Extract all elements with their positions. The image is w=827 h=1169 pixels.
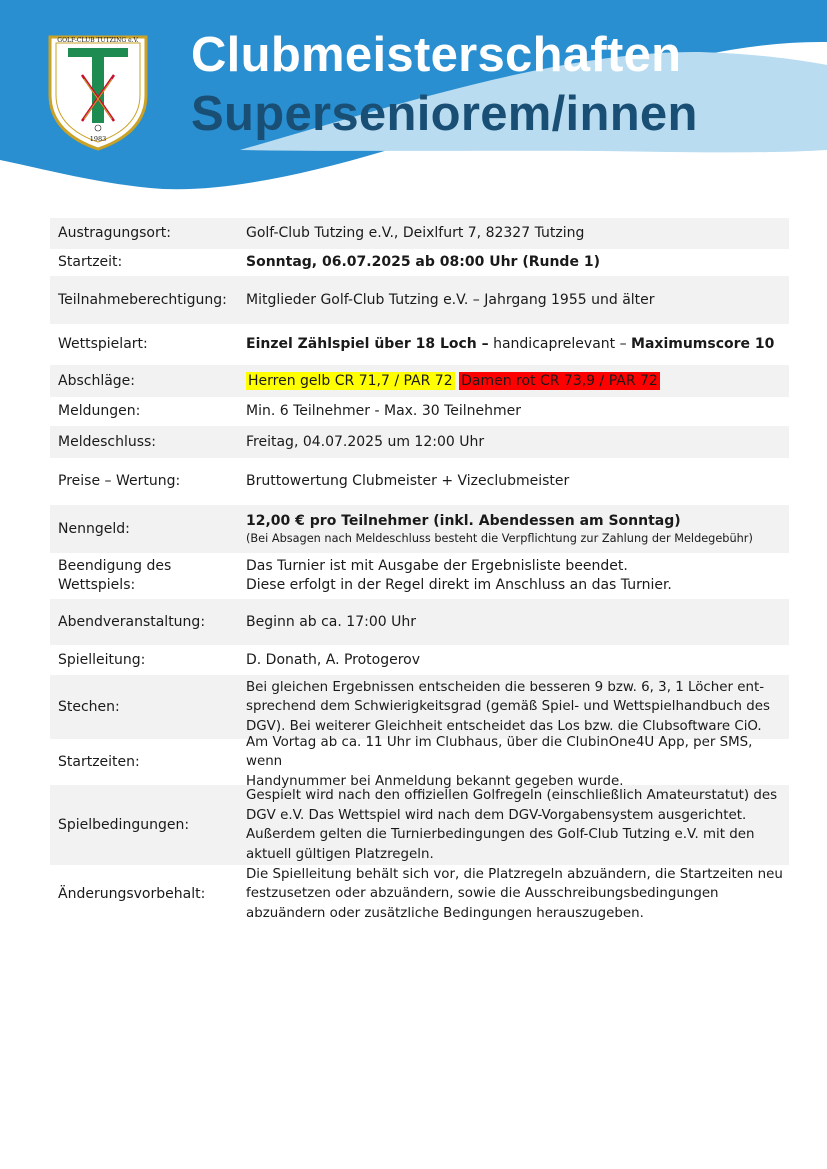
row-startzeit xyxy=(50,249,789,276)
row-label: Austragungsort: xyxy=(58,225,171,241)
row-label: Preise – Wertung: xyxy=(58,473,181,489)
row-value xyxy=(246,557,789,595)
row-nenngeld xyxy=(50,505,789,553)
row-label: Spielbedingungen: xyxy=(58,816,190,833)
row-spielleitung xyxy=(50,645,789,675)
row-value-line: festzusetzen oder abzuändern, sowie die Ausschreibungsbedingungen xyxy=(246,886,719,902)
wettspielart-format: Einzel Zählspiel über 18 Loch – xyxy=(246,336,489,352)
row-stechen xyxy=(50,675,789,739)
svg-text:GOLF-CLUB TUTZING e.V.: GOLF-CLUB TUTZING e.V. xyxy=(57,37,139,44)
row-value-line: DGV). Bei weiterer Gleichheit entscheidet das Los bzw. die Clubsoftware CiO. xyxy=(246,718,762,734)
row-value-line: DGV e.V. Das Wettspiel wird nach dem DGV-Vorgabensystem ausgerichtet. xyxy=(246,807,747,823)
row-label: Spielleitung: xyxy=(58,651,146,668)
title-line-1: Clubmeisterschaften xyxy=(191,28,682,82)
row-value: Freitag, 04.07.2025 um 12:00 Uhr xyxy=(246,433,485,450)
row-value: Bruttowertung Clubmeister + Vizeclubmeister xyxy=(246,473,570,489)
row-value-line: Die Spielleitung behält sich vor, die Platzregeln abzuändern, die Startzeiten neu xyxy=(246,866,783,882)
row-value xyxy=(246,512,789,546)
row-preise xyxy=(50,458,789,505)
row-value xyxy=(246,335,789,354)
row-value-line: Außerdem gelten die Turnierbedingungen des Golf-Club Tutzing e.V. mit den xyxy=(246,827,755,842)
row-label: Startzeit: xyxy=(58,254,123,270)
row-teilnahme xyxy=(50,276,789,324)
row-value-line: Bei gleichen Ergebnissen entscheiden die besseren 9 bzw. 6, 3, 1 Löcher ent- xyxy=(246,679,765,695)
row-label xyxy=(50,557,246,595)
row-value: D. Donath, A. Protogerov xyxy=(246,651,421,668)
row-value-line: Das Turnier ist mit Ausgabe der Ergebnisliste beendet. xyxy=(246,558,628,574)
row-value-line: sprechend dem Schwierigkeitsgrad (gemäß Spiel- und Wettspielhandbuch des xyxy=(246,699,770,715)
row-value-line: Diese erfolgt in der Regel direkt im Anschluss an das Turnier. xyxy=(246,577,672,593)
row-label: Meldeschluss: xyxy=(58,433,157,450)
row-startzeiten xyxy=(50,734,789,789)
row-value xyxy=(246,678,789,737)
row-label: Nenngeld: xyxy=(58,520,130,537)
row-aenderungsvorbehalt xyxy=(50,865,789,923)
header xyxy=(0,0,827,200)
row-abendveranstaltung xyxy=(50,599,789,645)
tee-herren: Herren gelb CR 71,7 / PAR 72 xyxy=(248,372,453,389)
row-label: Teilnahmeberechtigung: xyxy=(58,291,227,308)
title-line-2: Superseniorem/innen xyxy=(191,87,698,141)
row-label-line: Wettspiels: xyxy=(58,577,136,593)
row-label: Wettspielart: xyxy=(58,336,148,352)
row-beendigung xyxy=(50,553,789,599)
row-value-line: Gespielt wird nach den offiziellen Golfregeln (einschließlich Amateurstatut) des xyxy=(246,788,778,803)
row-value-line: abzuändern oder zusätzliche Bedingungen herauszugeben. xyxy=(246,905,644,921)
row-label-line: Beendigung des xyxy=(58,558,172,574)
row-abschlaege xyxy=(50,365,789,397)
row-value: Golf-Club Tutzing e.V., Deixlfurt 7, 82327 Tutzing xyxy=(246,225,585,241)
svg-text:1983: 1983 xyxy=(89,135,107,143)
row-value xyxy=(246,865,789,924)
row-value xyxy=(246,733,789,792)
row-value: Min. 6 Teilnehmer - Max. 30 Teilnehmer xyxy=(246,403,522,419)
club-logo xyxy=(46,33,150,153)
row-value-line: Am Vortag ab ca. 11 Uhr im Clubhaus, über die ClubinOne4U App, per SMS, wenn xyxy=(246,734,753,770)
row-label: Abschläge: xyxy=(58,372,136,389)
row-label: Stechen: xyxy=(58,698,120,715)
row-label: Abendveranstaltung: xyxy=(58,613,206,630)
row-value: Mitglieder Golf-Club Tutzing e.V. – Jahrgang 1955 und älter xyxy=(246,291,655,308)
row-meldungen xyxy=(50,397,789,426)
row-value: Sonntag, 06.07.2025 ab 08:00 Uhr (Runde 1) xyxy=(246,254,600,270)
row-label: Startzeiten: xyxy=(58,753,140,770)
nenngeld-note: (Bei Absagen nach Meldeschluss besteht die Verpflichtung zur Zahlung der Meldegebühr) xyxy=(246,532,753,545)
tee-damen: Damen rot CR 73,9 / PAR 72 xyxy=(461,372,658,389)
tournament-details-table xyxy=(50,218,789,923)
row-label: Änderungsvorbehalt: xyxy=(58,885,206,902)
nenngeld-amount: 12,00 € pro Teilnehmer (inkl. Abendessen am Sonntag) xyxy=(246,513,681,529)
row-label: Meldungen: xyxy=(58,403,141,419)
row-value-line: aktuell gültigen Platzregeln. xyxy=(246,846,434,862)
row-value xyxy=(246,786,789,864)
wettspielart-maxscore: Maximumscore 10 xyxy=(631,336,775,352)
row-meldeschluss xyxy=(50,426,789,458)
wettspielart-handicap: handicaprelevant – xyxy=(488,336,632,352)
row-spielbedingungen xyxy=(50,785,789,865)
row-wettspielart xyxy=(50,324,789,365)
row-value-line: Handynummer bei Anmeldung bekannt gegeben wurde. xyxy=(246,773,624,789)
row-austragungsort xyxy=(50,218,789,249)
row-value xyxy=(246,372,789,391)
row-value: Beginn ab ca. 17:00 Uhr xyxy=(246,613,416,630)
